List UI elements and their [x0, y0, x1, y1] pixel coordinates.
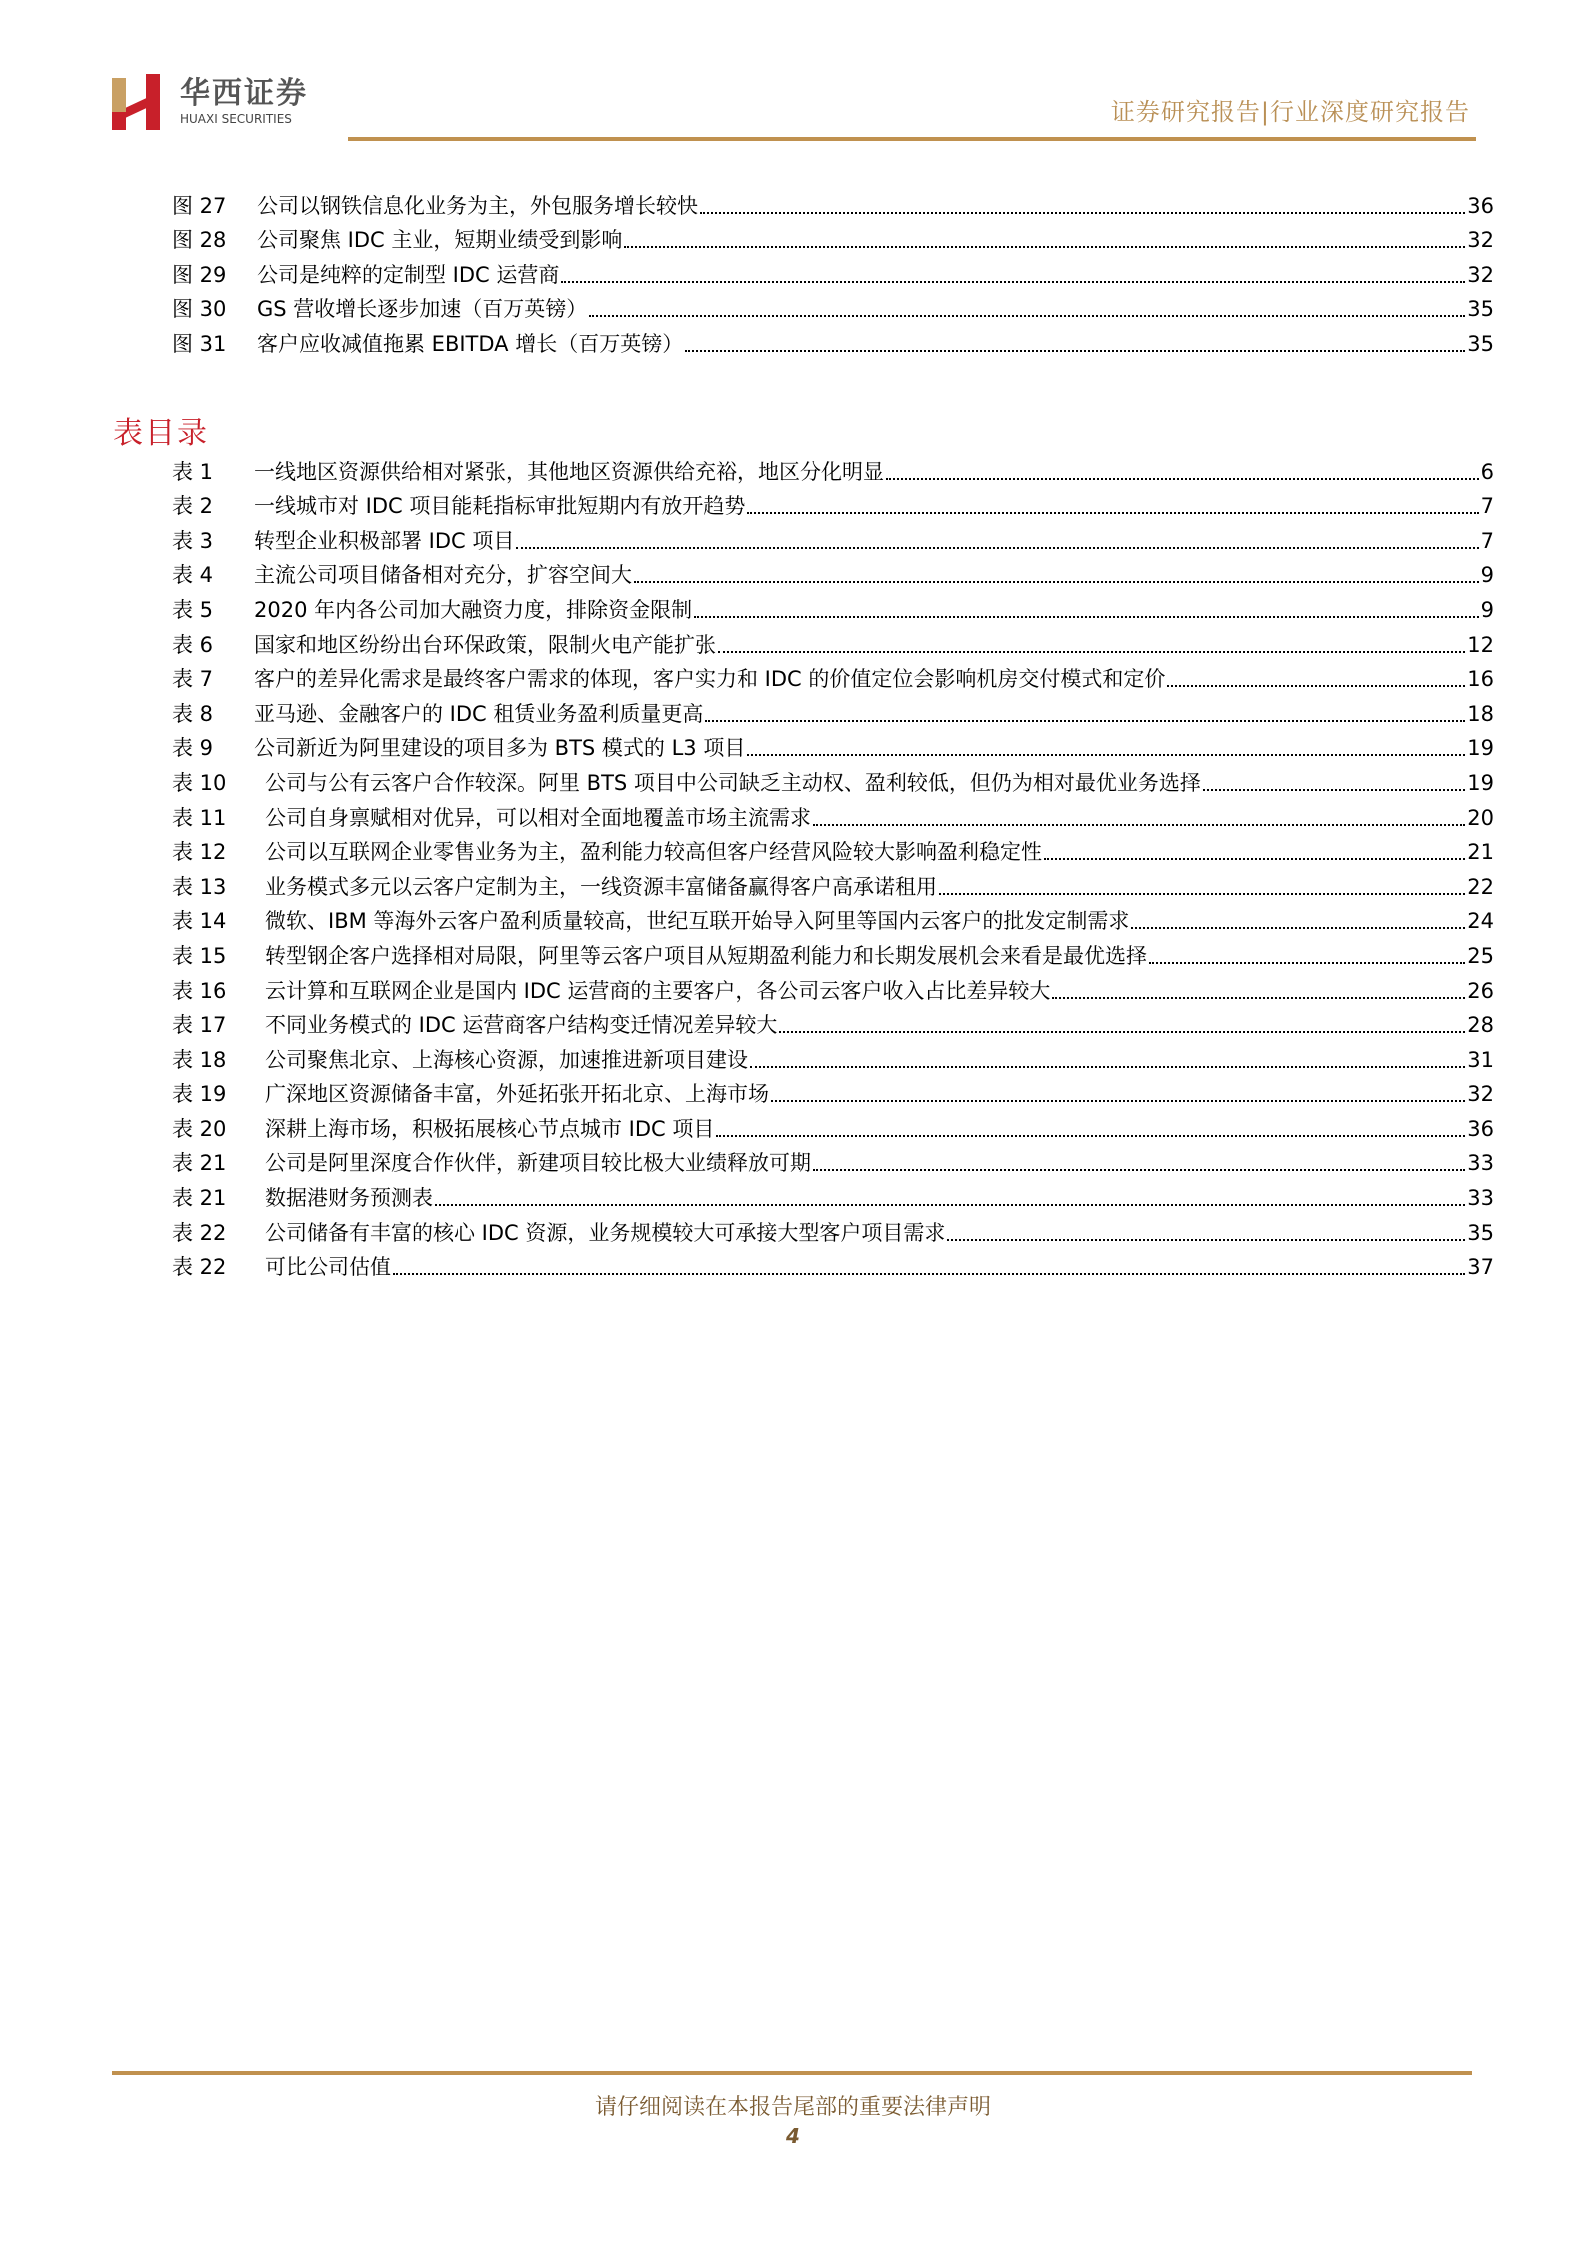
dot-leader — [624, 246, 1465, 248]
entry-page: 33 — [1467, 1186, 1494, 1211]
toc-entry[interactable] — [172, 938, 1494, 973]
entry-title: 公司聚焦北京、上海核心资源，加速推进新项目建设 — [265, 1047, 748, 1072]
entry-title: 主流公司项目储备相对充分，扩容空间大 — [254, 563, 632, 588]
company-logo — [112, 74, 308, 130]
entry-page: 18 — [1467, 701, 1494, 726]
entry-title: 转型企业积极部署 IDC 项目 — [254, 528, 515, 553]
entry-page: 32 — [1467, 228, 1494, 253]
entry-title: 数据港财务预测表 — [265, 1186, 433, 1211]
entry-title: 公司储备有丰富的核心 IDC 资源，业务规模较大可承接大型客户项目需求 — [265, 1220, 946, 1245]
entry-page: 6 — [1480, 459, 1494, 484]
entry-page: 36 — [1467, 193, 1494, 218]
dot-leader — [947, 1239, 1465, 1241]
toc-entry[interactable] — [172, 523, 1494, 558]
toc-entry[interactable] — [172, 696, 1494, 731]
dot-leader — [750, 1066, 1465, 1068]
entry-page: 31 — [1467, 1047, 1494, 1072]
entry-title: 可比公司估值 — [265, 1255, 391, 1280]
dot-leader — [694, 616, 1479, 618]
entry-title: 广深地区资源储备丰富，外延拓张开拓北京、上海市场 — [265, 1082, 769, 1107]
entry-title: GS 营收增长逐步加速（百万英镑） — [257, 297, 588, 322]
entry-number: 表 8 — [172, 701, 214, 726]
toc-entry[interactable] — [172, 1250, 1494, 1285]
entry-page: 19 — [1467, 736, 1494, 761]
entry-number: 表 10 — [172, 770, 227, 795]
dot-leader — [705, 720, 1465, 722]
toc-entry[interactable] — [172, 558, 1494, 593]
dot-leader — [516, 547, 1478, 549]
entry-page: 7 — [1480, 494, 1494, 519]
entry-page: 25 — [1467, 943, 1494, 968]
header-divider — [348, 137, 1476, 141]
toc-entry[interactable] — [172, 800, 1494, 835]
entry-page: 35 — [1467, 297, 1494, 322]
dot-leader — [886, 478, 1479, 480]
entry-number: 表 18 — [172, 1047, 227, 1072]
entry-number: 表 21 — [172, 1151, 227, 1176]
entry-number: 表 21 — [172, 1186, 227, 1211]
toc-entry[interactable] — [172, 292, 1494, 327]
entry-page: 32 — [1467, 1082, 1494, 1107]
toc-entry[interactable] — [172, 1077, 1494, 1112]
entry-title: 一线地区资源供给相对紧张，其他地区资源供给充裕，地区分化明显 — [254, 459, 884, 484]
toc-entry[interactable] — [172, 973, 1494, 1008]
footer-divider — [112, 2071, 1472, 2075]
entry-title: 公司与公有云客户合作较深。阿里 BTS 项目中公司缺乏主动权、盈利较低，但仍为相对最优业务选择 — [265, 770, 1201, 795]
dot-leader — [716, 1135, 1465, 1137]
toc-entry[interactable] — [172, 454, 1494, 489]
toc-entry[interactable] — [172, 1008, 1494, 1043]
dot-leader — [779, 1031, 1465, 1033]
toc-entry[interactable] — [172, 627, 1494, 662]
entry-title: 客户的差异化需求是最终客户需求的体现，客户实力和 IDC 的价值定位会影响机房交付模式和定价 — [254, 667, 1166, 692]
dot-leader — [1203, 789, 1465, 791]
entry-number: 表 22 — [172, 1220, 227, 1245]
toc-entry[interactable] — [172, 835, 1494, 870]
dot-leader — [771, 1100, 1465, 1102]
toc-entry[interactable] — [172, 257, 1494, 292]
entry-page: 35 — [1467, 331, 1494, 356]
toc-entry[interactable] — [172, 1111, 1494, 1146]
toc-entry[interactable] — [172, 662, 1494, 697]
dot-leader — [561, 281, 1465, 283]
entry-title: 一线城市对 IDC 项目能耗指标审批短期内有放开趋势 — [254, 494, 746, 519]
entry-title: 公司聚焦 IDC 主业，短期业绩受到影响 — [257, 228, 623, 253]
dot-leader — [1052, 997, 1465, 999]
entry-number: 表 15 — [172, 943, 227, 968]
entry-number: 图 31 — [172, 331, 227, 356]
entry-page: 7 — [1480, 528, 1494, 553]
entry-number: 图 28 — [172, 228, 227, 253]
entry-title: 不同业务模式的 IDC 运营商客户结构变迁情况差异较大 — [265, 1013, 778, 1038]
entry-number: 表 16 — [172, 978, 227, 1003]
dot-leader — [685, 350, 1465, 352]
entry-page: 32 — [1467, 262, 1494, 287]
entry-number: 表 13 — [172, 874, 227, 899]
dot-leader — [1167, 685, 1465, 687]
entry-title: 深耕上海市场，积极拓展核心节点城市 IDC 项目 — [265, 1116, 715, 1141]
entry-page: 22 — [1467, 874, 1494, 899]
toc-entry[interactable] — [172, 326, 1494, 361]
entry-page: 28 — [1467, 1013, 1494, 1038]
report-type: 证券研究报告|行业深度研究报告 — [1110, 98, 1470, 126]
entry-title: 2020 年内各公司加大融资力度，排除资金限制 — [254, 597, 693, 622]
entry-number: 表 9 — [172, 736, 214, 761]
entry-title: 客户应收减值拖累 EBITDA 增长（百万英镑） — [257, 331, 684, 356]
toc-entry[interactable] — [172, 765, 1494, 800]
dot-leader — [700, 212, 1465, 214]
logo-name-cn: 华西证券 — [180, 76, 308, 111]
entry-number: 表 2 — [172, 494, 214, 519]
entry-title: 微软、IBM 等海外云客户盈利质量较高，世纪互联开始导入阿里等国内云客户的批发定制需求 — [265, 909, 1130, 934]
toc-entry[interactable] — [172, 1146, 1494, 1181]
entry-page: 20 — [1467, 805, 1494, 830]
entry-number: 表 11 — [172, 805, 227, 830]
entry-page: 19 — [1467, 770, 1494, 795]
entry-number: 表 17 — [172, 1013, 227, 1038]
toc-entry[interactable] — [172, 223, 1494, 258]
toc-entry[interactable] — [172, 869, 1494, 904]
dot-leader — [747, 512, 1478, 514]
entry-number: 图 30 — [172, 297, 227, 322]
toc-entry[interactable] — [172, 1180, 1494, 1215]
entry-title: 公司是纯粹的定制型 IDC 运营商 — [257, 262, 560, 287]
dot-leader — [435, 1204, 1465, 1206]
toc-entry[interactable] — [172, 489, 1494, 524]
entry-page: 26 — [1467, 978, 1494, 1003]
entry-page: 12 — [1467, 632, 1494, 657]
entry-number: 图 27 — [172, 193, 227, 218]
toc-entry[interactable] — [172, 731, 1494, 766]
table-list — [172, 454, 1494, 1284]
page-number: 4 — [786, 2124, 800, 2148]
entry-page: 37 — [1467, 1255, 1494, 1280]
entry-number: 表 7 — [172, 667, 214, 692]
entry-number: 表 12 — [172, 840, 227, 865]
figure-list — [172, 188, 1494, 361]
entry-page: 16 — [1467, 667, 1494, 692]
dot-leader — [634, 581, 1479, 583]
toc-entry[interactable] — [172, 188, 1494, 223]
dot-leader — [1149, 962, 1465, 964]
entry-title: 国家和地区纷纷出台环保政策，限制火电产能扩张 — [254, 632, 716, 657]
entry-number: 表 22 — [172, 1255, 227, 1280]
logo-mark-icon — [112, 74, 164, 130]
entry-title: 云计算和互联网企业是国内 IDC 运营商的主要客户，各公司云客户收入占比差异较大 — [265, 978, 1051, 1003]
entry-page: 24 — [1467, 909, 1494, 934]
entry-page: 9 — [1480, 597, 1494, 622]
footer-disclaimer: 请仔细阅读在本报告尾部的重要法律声明 — [594, 2095, 991, 2120]
entry-number: 表 1 — [172, 459, 214, 484]
dot-leader — [718, 651, 1465, 653]
dot-leader — [393, 1273, 1465, 1275]
toc-entry[interactable] — [172, 592, 1494, 627]
entry-page: 21 — [1467, 840, 1494, 865]
entry-title: 公司以钢铁信息化业务为主，外包服务增长较快 — [257, 193, 698, 218]
dot-leader — [747, 754, 1465, 756]
entry-page: 36 — [1467, 1116, 1494, 1141]
entry-number: 表 5 — [172, 597, 214, 622]
entry-number: 表 19 — [172, 1082, 227, 1107]
entry-number: 表 6 — [172, 632, 214, 657]
entry-number: 表 3 — [172, 528, 214, 553]
entry-number: 表 4 — [172, 563, 214, 588]
entry-number: 图 29 — [172, 262, 227, 287]
entry-title: 亚马逊、金融客户的 IDC 租赁业务盈利质量更高 — [254, 701, 704, 726]
entry-page: 35 — [1467, 1220, 1494, 1245]
entry-page: 33 — [1467, 1151, 1494, 1176]
entry-title: 业务模式多元以云客户定制为主，一线资源丰富储备赢得客户高承诺租用 — [265, 874, 937, 899]
toc-entry[interactable] — [172, 1042, 1494, 1077]
entry-number: 表 14 — [172, 909, 227, 934]
entry-title: 公司是阿里深度合作伙伴，新建项目较比极大业绩释放可期 — [265, 1151, 811, 1176]
logo-name-en: HUAXI SECURITIES — [180, 112, 292, 126]
dot-leader — [1131, 927, 1465, 929]
entry-title: 转型钢企客户选择相对局限，阿里等云客户项目从短期盈利能力和长期发展机会来看是最优选择 — [265, 943, 1147, 968]
toc-entry[interactable] — [172, 904, 1494, 939]
dot-leader — [589, 315, 1465, 317]
entry-title: 公司以互联网企业零售业务为主，盈利能力较高但客户经营风险较大影响盈利稳定性 — [265, 840, 1042, 865]
entry-page: 9 — [1480, 563, 1494, 588]
entry-number: 表 20 — [172, 1116, 227, 1141]
dot-leader — [1044, 858, 1465, 860]
entry-title: 公司新近为阿里建设的项目多为 BTS 模式的 L3 项目 — [254, 736, 746, 761]
tables-section-title: 表目录 — [113, 416, 209, 451]
dot-leader — [813, 824, 1465, 826]
dot-leader — [813, 1169, 1465, 1171]
entry-title: 公司自身禀赋相对优异，可以相对全面地覆盖市场主流需求 — [265, 805, 811, 830]
toc-entry[interactable] — [172, 1215, 1494, 1250]
dot-leader — [939, 893, 1465, 895]
